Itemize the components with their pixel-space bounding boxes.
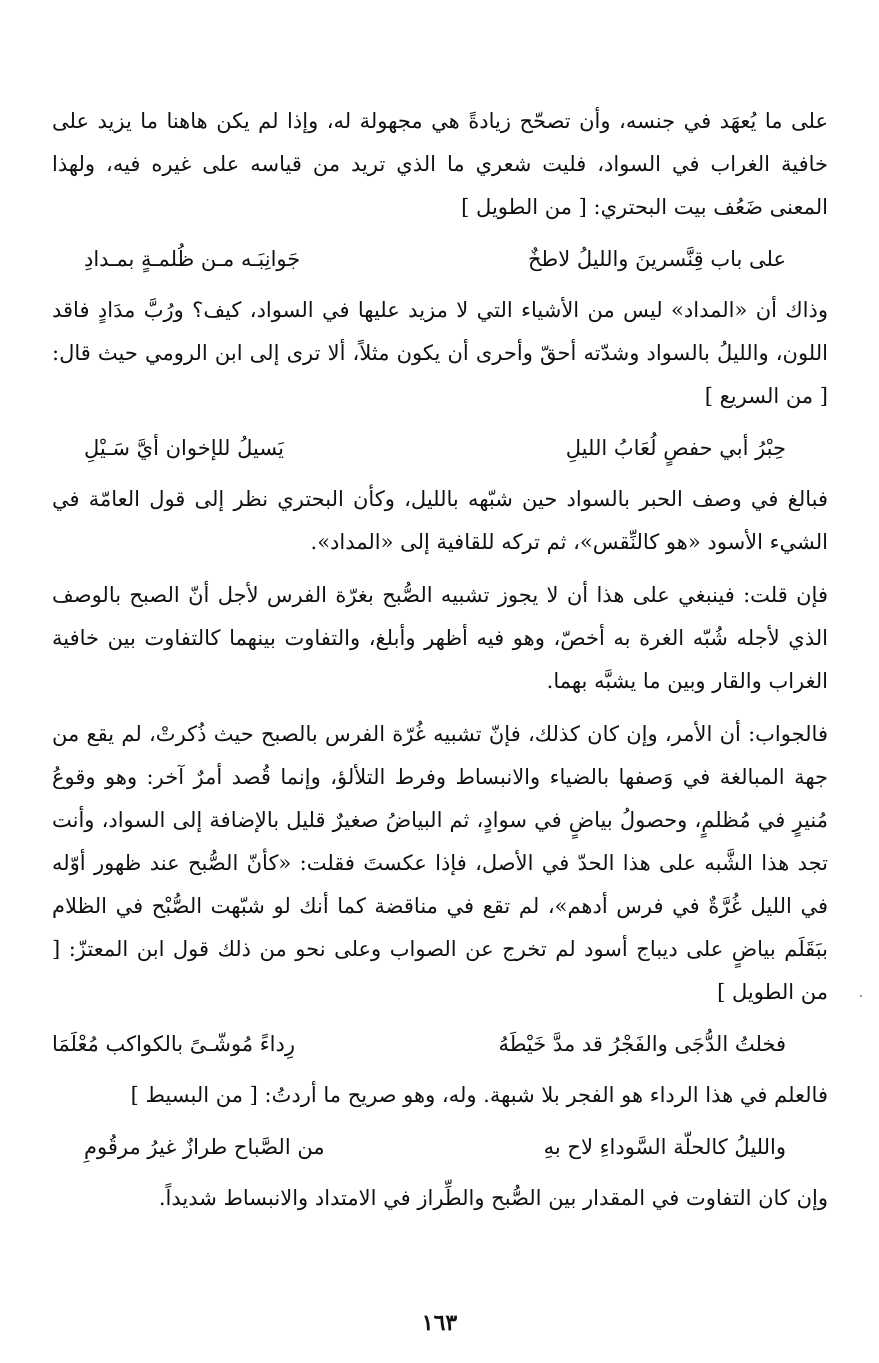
verse-ibn-mutazz-1 (52, 1022, 828, 1066)
page-number: ١٦٣ (421, 1310, 458, 1336)
verse-first-hemistich: حِبْرُ أبي حفصٍ لُعَابُ الليلِ (565, 436, 786, 460)
verse-first-hemistich: فخلتُ الدُّجَى والفَجْرُ قد مدَّ خَيْطَهُ (498, 1032, 786, 1056)
verse-first-hemistich: على باب قِنَّسرينَ والليلُ لاطخٌ (527, 247, 786, 271)
paragraph-closing: وإن كان التفاوت في المقدار بين الصُّبح والطِّراز في الامتداد والانبساط شديداً. (158, 1186, 828, 1210)
verse-first-hemistich: والليلُ كالحلّة السَّوداءِ لاح بهِ (543, 1135, 786, 1159)
paragraph-alam: فالعلم في هذا الرداء هو الفجر بلا شبهة. وله، وهو صريح ما أردتُ: [ من البسيط ] (130, 1083, 828, 1107)
verse-second-hemistich: من الصَّباح طرازٌ غيرُ مرقُومِ (84, 1135, 325, 1159)
verse-second-hemistich: رِداءً مُوشّـىً بالكواكب مُعْلَمَا (52, 1032, 295, 1056)
verse-ibn-mutazz-2 (52, 1125, 828, 1169)
verse-second-hemistich: يَسيلُ للإخوان أيَّ سَـيْلِ (84, 436, 284, 460)
paragraph-hibr: فبالغ في وصف الحبر بالسواد حين شبّهه بالليل، وكأن البحتري نظر إلى قول العامّة في الشيء الأسود «هو كالنِّقس»، ثم تركه للقافية إلى «المداد». (52, 487, 828, 554)
paragraph-objection: فإن قلت: فينبغي على هذا أن لا يجوز تشبيه الصُّبح بغرّة الفرس لأجل أنّ الصبح بالوصف الذي لأجله شُبّه الغرة به أخصّ، وهو فيه أظهر وأبلغ، والتفاوت بينهما كالتفاوت بين خافية الغراب والقار وبين ما يشبَّه بهما. (52, 583, 828, 693)
verse-ibn-rumi (52, 426, 828, 470)
paragraph-intro: على ما يُعهَد في جنسه، وأن تصحّح زيادةً هي مجهولة له، وإذا لم يكن هاهنا ما يزيد على خافية الغراب في السواد، فليت شعري ما الذي تريد من قياسه على غيره فيه، ولهذا المعنى ضَعُف بيت البحتري: [ من الطويل ] (52, 109, 828, 219)
book-page-body (52, 100, 828, 1220)
verse-second-hemistich: جَوانِبَـه مـن ظُلمـةٍ بمـدادِ (84, 247, 301, 271)
paragraph-midad: وذاك أن «المداد» ليس من الأشياء التي لا مزيد عليها في السواد، كيف؟ ورُبَّ مدَادٍ فاقد اللون، والليلُ بالسواد وشدّته أحقّ وأحرى أن يكون مثلاً، ألا ترى إلى ابن الرومي حيث قال: [ من السريع ] (52, 298, 828, 408)
scan-speck (860, 995, 862, 997)
verse-buhturi (52, 237, 828, 281)
paragraph-answer: فالجواب: أن الأمر، وإن كان كذلك، فإنّ تشبيه غُرّة الفرس بالصبح حيث ذُكرتْ، لم يقع من جهة المبالغة في وَصفها بالضياء والانبساط وفرط التلألؤ، وإنما قُصد أمرٌ آخر: وهو وقوعُ مُنيرٍ في مُظلمٍ، وحصولُ بياضٍ في سوادٍ، ثم البياضُ صغيرٌ قليل بالإضافة إلى السواد، وأنت تجد هذا الشَّبه على هذا الحدّ في الأصل، فإذا عكستَ فقلت: «كأنّ الصُّبح عند ظهور أوّله في الليل غُرَّةٌ في فرس أدهم»، لم تقع في مناقضة كما أنك لو شبّهت الصُّبْح في الظلام ببَقَلَم بياضٍ على ديباج أسود لم تخرج عن الصواب وعلى نحو من ذلك قول ابن المعتزّ: [ من الطويل ] (52, 722, 828, 1004)
